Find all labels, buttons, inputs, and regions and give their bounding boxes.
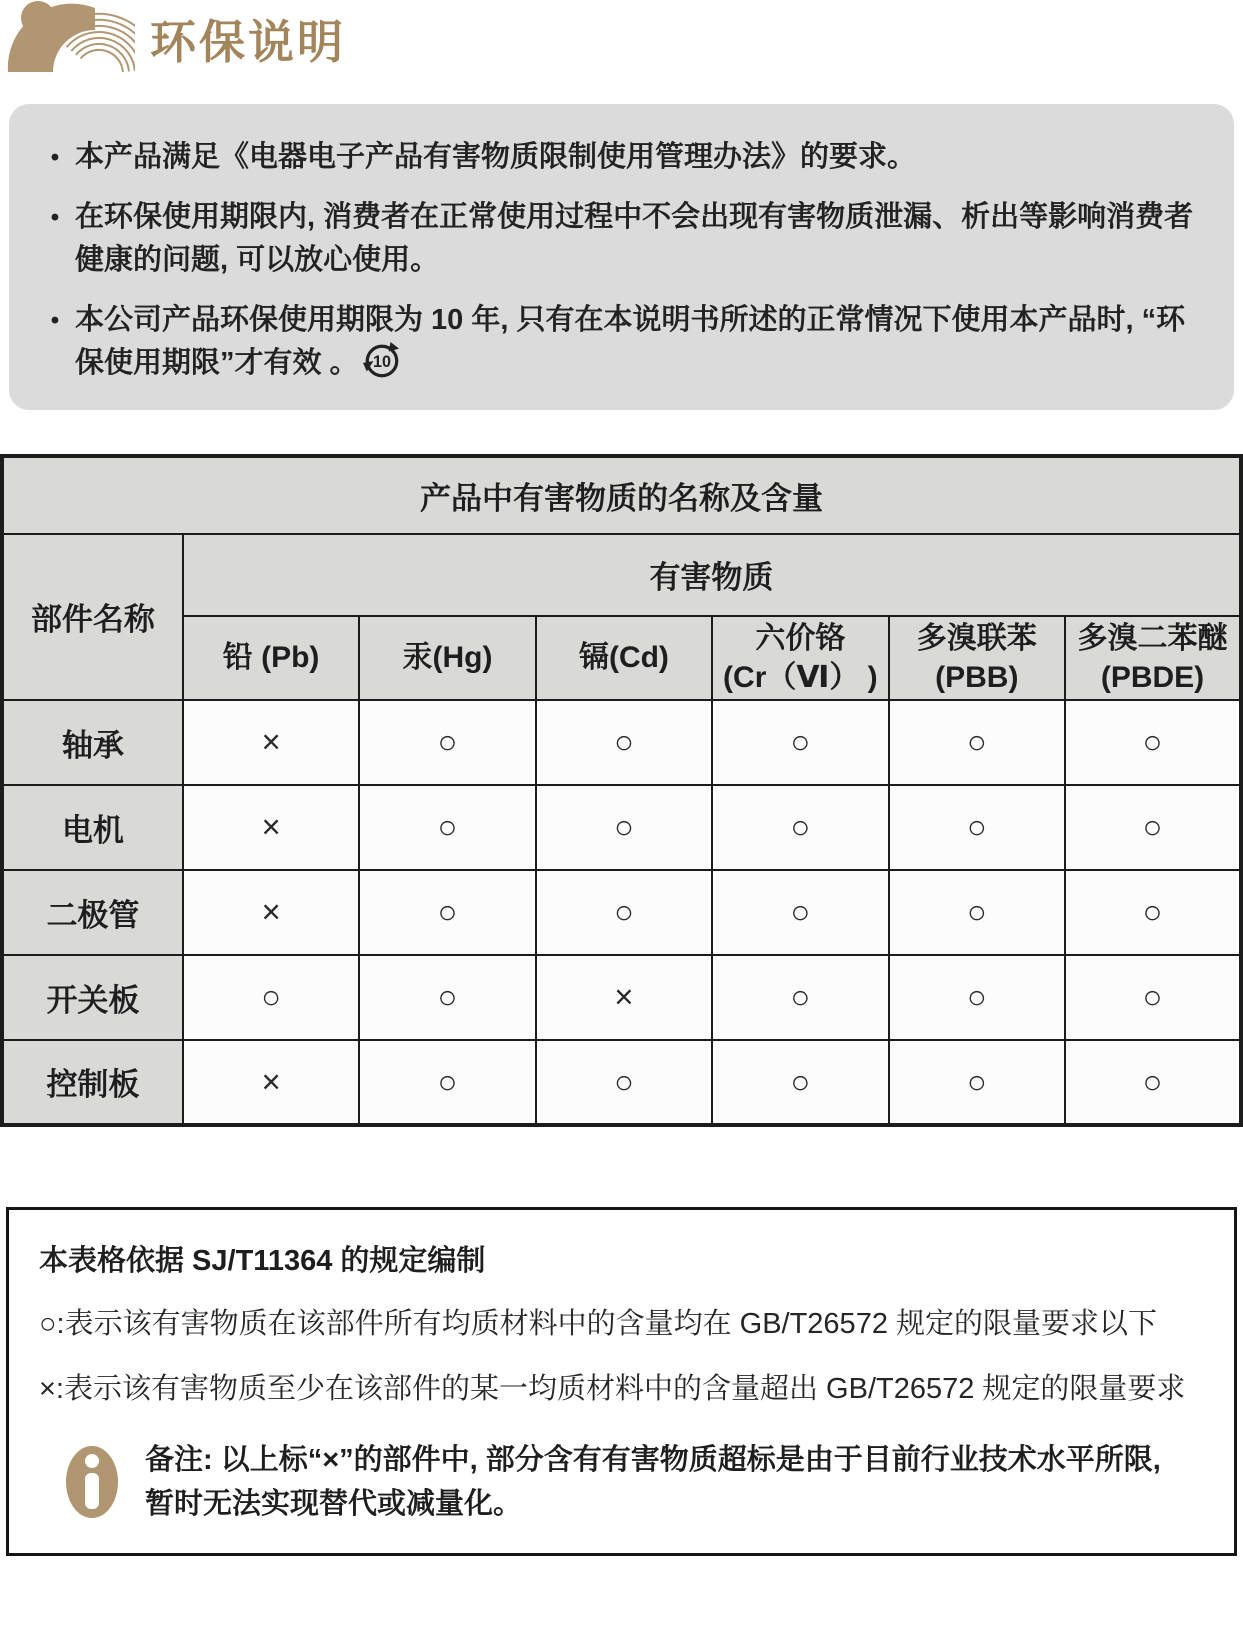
status-cell: × (183, 700, 359, 785)
bullet-dot-icon (35, 299, 75, 386)
intro-bullet-3 (35, 299, 1194, 386)
status-cell: ○ (712, 785, 888, 870)
column-header-cd: 镉(Cd) (536, 616, 712, 700)
status-cell: ○ (359, 785, 535, 870)
column-header-hg: 汞(Hg) (359, 616, 535, 700)
circle-symbol-explanation: ○:表示该有害物质在该部件所有均质材料中的含量均在 GB/T26572 规定的限量要求以下 (39, 1307, 1158, 1340)
status-cell: ○ (183, 955, 359, 1040)
table-row (2, 870, 1241, 955)
intro-bullet-3-text (75, 299, 1194, 386)
table-row (2, 1040, 1241, 1125)
status-cell: ○ (1065, 1040, 1241, 1125)
status-cell: × (183, 870, 359, 955)
part-name-cell: 电机 (2, 785, 183, 870)
status-cell: ○ (712, 1040, 888, 1125)
table-notes-panel (6, 1207, 1237, 1557)
status-cell: ○ (359, 1040, 535, 1125)
column-header-pbb: 多溴联苯 (PBB) (889, 616, 1065, 700)
part-name-header: 部件名称 (2, 534, 183, 700)
status-cell: ○ (1065, 955, 1241, 1040)
column-header-pb: 铅 (Pb) (183, 616, 359, 700)
status-cell: ○ (536, 700, 712, 785)
status-cell: ○ (359, 870, 535, 955)
part-name-cell: 二极管 (2, 870, 183, 955)
bullet-dot-icon (35, 196, 75, 283)
status-cell: ○ (536, 870, 712, 955)
table-row (2, 785, 1241, 870)
status-cell: ○ (1065, 870, 1241, 955)
part-name-cell: 轴承 (2, 700, 183, 785)
substances-group-header: 有害物质 (183, 534, 1241, 616)
table-title: 产品中有害物质的名称及含量 (2, 456, 1241, 534)
column-header-pbde: 多溴二苯醚 (PBDE) (1065, 616, 1241, 700)
status-cell: ○ (889, 700, 1065, 785)
intro-bullet-1-text: 本产品满足《电器电子产品有害物质限制使用管理办法》的要求。 (75, 141, 917, 173)
intro-bullet-1 (35, 136, 1194, 180)
page-header (0, 0, 1243, 88)
epup-10-years-icon (363, 342, 401, 380)
eco-intro-panel (9, 104, 1234, 410)
status-cell: ○ (889, 955, 1065, 1040)
hazardous-substances-table (0, 454, 1243, 1127)
status-cell: ○ (536, 785, 712, 870)
status-cell: ○ (712, 700, 888, 785)
status-cell: ○ (1065, 700, 1241, 785)
column-header-cr6: 六价铬 (Cr（Ⅵ） ) (712, 616, 888, 700)
status-cell: ○ (889, 870, 1065, 955)
info-icon (65, 1445, 119, 1519)
page-title: 环保说明 (150, 16, 346, 68)
epup-years-value: 10 (372, 353, 391, 372)
table-row (2, 700, 1241, 785)
cross-symbol-explanation: ×:表示该有害物质至少在该部件的某一均质材料中的含量超出 GB/T26572 规定的限量要求 (39, 1373, 1186, 1405)
table-basis-note: 本表格依据 SJ/T11364 的规定编制 (39, 1244, 486, 1277)
bullet-dot-icon (35, 136, 75, 180)
intro-bullet-2-text: 在环保使用期限内, 消费者在正常使用过程中不会出现有害物质泄漏、析出等影响消费者健康的问题, 可以放心使用。 (75, 200, 1194, 276)
status-cell: ○ (1065, 785, 1241, 870)
status-cell: ○ (359, 700, 535, 785)
status-cell: ○ (889, 1040, 1065, 1125)
intro-bullet-2 (35, 196, 1194, 283)
status-cell: × (183, 1040, 359, 1125)
intro-bullet-3-label: 本公司产品环保使用期限为 10 年, 只有在本说明书所述的正常情况下使用本产品时, “环保使用期限”才有效 。 (75, 303, 1186, 379)
status-cell: × (183, 785, 359, 870)
status-cell: ○ (359, 955, 535, 1040)
status-cell: ○ (712, 870, 888, 955)
part-name-cell: 开关板 (2, 955, 183, 1040)
remark-row (39, 1438, 1204, 1528)
status-cell: ○ (712, 955, 888, 1040)
status-cell: ○ (889, 785, 1065, 870)
table-row (2, 955, 1241, 1040)
remark-text: 备注: 以上标“×”的部件中, 部分含有有害物质超标是由于目前行业技术水平所限, 暂时无法实现替代或减量化。 (145, 1443, 1161, 1521)
status-cell: × (536, 955, 712, 1040)
part-name-cell: 控制板 (2, 1040, 183, 1125)
brand-logo-icon (0, 0, 135, 72)
status-cell: ○ (536, 1040, 712, 1125)
